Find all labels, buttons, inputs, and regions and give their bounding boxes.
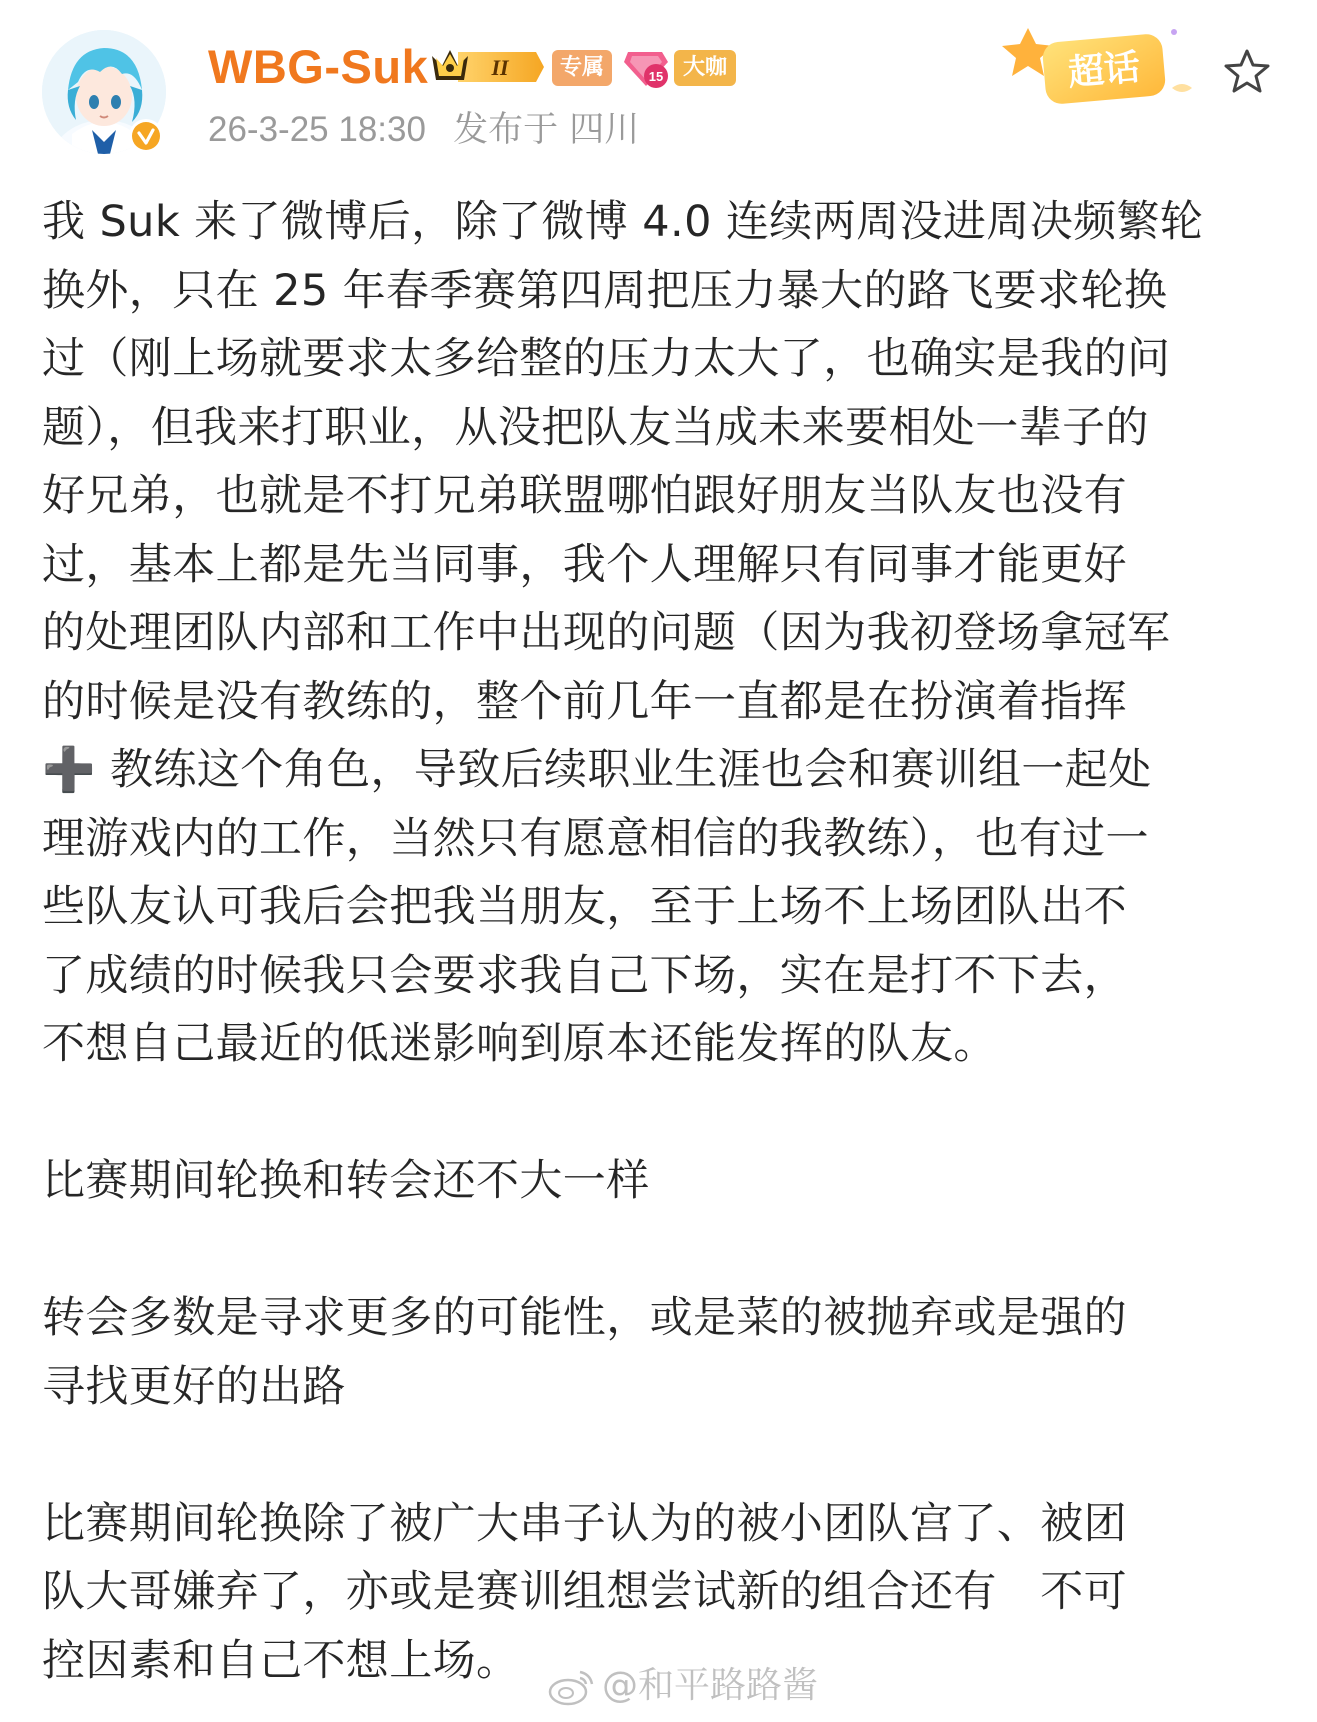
post-paragraph-2: 比赛期间轮换和转会还不大一样 [42,1156,650,1206]
weibo-logo-icon [548,1666,596,1706]
post-content [42,188,1292,1695]
tag-bigshot: 大咖 [674,50,736,86]
vip-crown-icon [428,44,546,90]
level-text: 15 [648,69,664,84]
post-paragraph-3: 转会多数是寻求更多的可能性，或是菜的被抛弃或是强的 寻找更好的出路 [42,1293,1127,1412]
supertopic-label: 超话 [1066,46,1142,95]
supertopic-icon[interactable] [1000,18,1210,118]
post-paragraph-1: 我 Suk 来了微博后，除了微博 4.0 连续两周没进周决频繁轮 换外，只在 25 年春季赛第四周把压力暴大的路飞要求轮换 过（刚上场就要求太多给整的压力太大了，也确实是我的问 题），但我来打职业，从没把队友当成未来要相处一辈子的 好兄弟，也就是不打兄弟联盟哪怕跟好朋友当队友也没有 过，基本上都是先当同事，我个人理解只有同事才能更好 的处理团队内部和工作中出现的问题（因为我初登场拿冠军 的时候是没有教练的，整个前几年一直都是在扮演着指挥 ➕ 教练这个角色，导致后续职业生涯也会和赛训组一起处 理游戏内的工作，当然只有愿意相信的我教练），也有过一 些队友认可我后会把我当朋友，至于上场不上场团队出不 了成绩的时候我只会要求我自己下场，实在是打不下去， 不想自己最近的低迷影响到原本还能发挥的队友。 [42,197,1204,1069]
verified-icon [128,118,164,154]
vip-level-text: II [491,55,509,80]
post-meta [208,108,639,152]
watermark [548,1660,818,1712]
level-badge-icon [622,46,672,90]
post-header [0,0,1317,170]
paragraph-gap [42,1079,1292,1148]
post-time: 26-3-25 18:30 [208,110,426,149]
post-location: 发布于 四川 [453,110,640,150]
paragraph-gap [42,1421,1292,1490]
watermark-text: @和平路路酱 [602,1665,819,1706]
post-paragraph-4: 比赛期间轮换除了被广大串子认为的被小团队宫了、被团 队大哥嫌弃了，亦或是赛训组想尝试新的组合还有 不可 控因素和自己不想上场。 [42,1498,1127,1686]
star-icon[interactable] [1222,46,1272,96]
author-name[interactable]: WBG-Suk [208,40,429,93]
paragraph-gap [42,1216,1292,1285]
tag-exclusive: 专属 [552,50,612,86]
